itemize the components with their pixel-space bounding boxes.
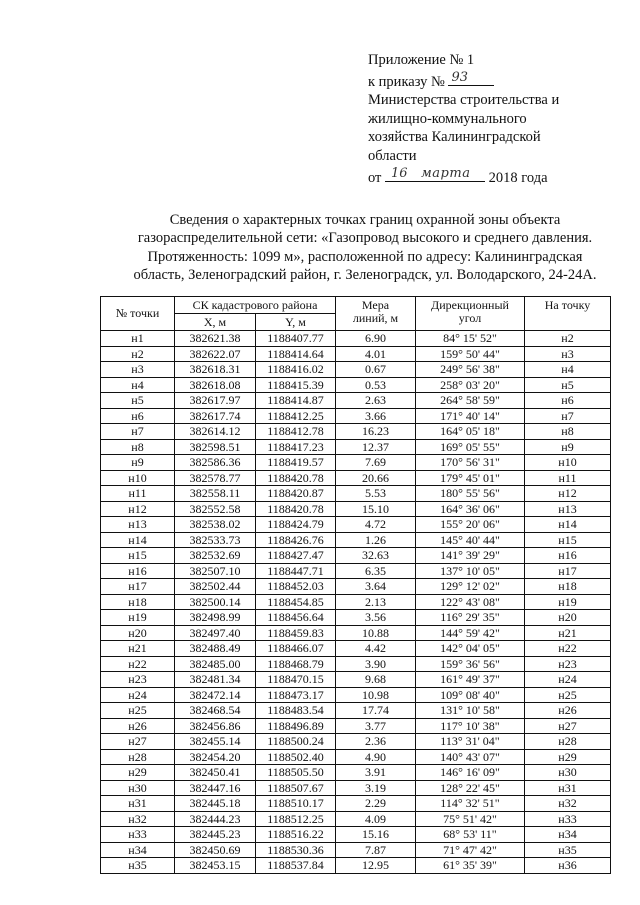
cell-y: 1188420.78 (256, 470, 336, 486)
cell-x: 382450.69 (175, 842, 256, 858)
cell-point: н11 (101, 486, 175, 502)
cell-point: н27 (101, 734, 175, 750)
cell-angle: 159° 36' 56" (416, 656, 525, 672)
table-row (101, 362, 611, 378)
cell-length: 16.23 (336, 424, 416, 440)
cell-x: 382497.40 (175, 625, 256, 641)
title-line-4: область, Зеленоградский район, г. Зеленоградск, ул. Володарского, 24-24А. (133, 266, 597, 283)
cell-y: 1188456.64 (256, 610, 336, 626)
cell-point: н14 (101, 532, 175, 548)
header-y (256, 314, 336, 331)
cell-angle: 170° 56' 31" (416, 455, 525, 471)
header-cs-label: СК кадастрового района (192, 297, 318, 312)
cell-to-point: н21 (525, 625, 611, 641)
table-row (101, 517, 611, 533)
title-line-2: газораспределительной сети: «Газопровод высокого и среднего давления. (137, 230, 593, 247)
cell-y: 1188414.64 (256, 346, 336, 362)
cell-to-point: н20 (525, 610, 611, 626)
cell-angle: 71° 47' 42" (416, 842, 525, 858)
cell-angle: 155° 20' 06" (416, 517, 525, 533)
cell-y: 1188466.07 (256, 641, 336, 657)
cell-length: 4.72 (336, 517, 416, 533)
cell-to-point: н30 (525, 765, 611, 781)
cell-to-point: н2 (525, 331, 611, 347)
cell-y: 1188473.17 (256, 687, 336, 703)
cell-y: 1188512.25 (256, 811, 336, 827)
cell-length: 15.16 (336, 827, 416, 843)
cell-to-point: н18 (525, 579, 611, 595)
header-point-label: № точки (115, 306, 160, 320)
table-row (101, 765, 611, 781)
cell-angle: 137° 10' 05" (416, 563, 525, 579)
cell-length: 7.87 (336, 842, 416, 858)
table-row (101, 656, 611, 672)
cell-angle: 128° 22' 45" (416, 780, 525, 796)
cell-to-point: н33 (525, 811, 611, 827)
date-suffix: 2018 года (488, 169, 548, 186)
table-row (101, 842, 611, 858)
cell-point: н25 (101, 703, 175, 719)
cell-angle: 116° 29' 35" (416, 610, 525, 626)
cell-x: 382498.99 (175, 610, 256, 626)
cell-x: 382538.02 (175, 517, 256, 533)
cell-x: 382621.38 (175, 331, 256, 347)
header-angle (416, 297, 525, 331)
cell-to-point: н31 (525, 780, 611, 796)
cell-point: н18 (101, 594, 175, 610)
cell-y: 1188496.89 (256, 718, 336, 734)
cell-point: н24 (101, 687, 175, 703)
cell-angle: 179° 45' 01" (416, 470, 525, 486)
cell-y: 1188447.71 (256, 563, 336, 579)
table-row (101, 594, 611, 610)
table-row (101, 377, 611, 393)
table-row (101, 734, 611, 750)
cell-y: 1188507.67 (256, 780, 336, 796)
cell-angle: 68° 53' 11" (416, 827, 525, 843)
cell-length: 4.90 (336, 749, 416, 765)
cell-x: 382456.86 (175, 718, 256, 734)
appendix-block (368, 51, 630, 187)
table-row (101, 532, 611, 548)
cell-y: 1188505.50 (256, 765, 336, 781)
cell-angle: 144° 59' 42" (416, 625, 525, 641)
cell-to-point: н36 (525, 858, 611, 874)
cell-y: 1188414.87 (256, 393, 336, 409)
order-number: 93 (451, 69, 469, 85)
cell-point: н32 (101, 811, 175, 827)
cell-angle: 61° 35' 39" (416, 858, 525, 874)
order-line (368, 70, 630, 92)
cell-x: 382455.14 (175, 734, 256, 750)
cell-angle: 122° 43' 08" (416, 594, 525, 610)
table-row (101, 703, 611, 719)
cell-y: 1188412.25 (256, 408, 336, 424)
cell-angle: 129° 12' 02" (416, 579, 525, 595)
cell-angle: 109° 08' 40" (416, 687, 525, 703)
cell-to-point: н27 (525, 718, 611, 734)
cell-point: н19 (101, 610, 175, 626)
header-length (336, 297, 416, 331)
cell-length: 32.63 (336, 548, 416, 564)
cell-angle: 84° 15' 52" (416, 331, 525, 347)
cell-y: 1188424.79 (256, 517, 336, 533)
cell-to-point: н32 (525, 796, 611, 812)
ministry-line-1: Министерства строительства и (368, 92, 560, 109)
cell-to-point: н26 (525, 703, 611, 719)
cell-x: 382532.69 (175, 548, 256, 564)
cell-to-point: н11 (525, 470, 611, 486)
cell-x: 382472.14 (175, 687, 256, 703)
table-row (101, 563, 611, 579)
cell-length: 10.88 (336, 625, 416, 641)
cell-point: н6 (101, 408, 175, 424)
cell-point: н4 (101, 377, 175, 393)
cell-x: 382453.15 (175, 858, 256, 874)
cell-point: н26 (101, 718, 175, 734)
table-row (101, 641, 611, 657)
cell-point: н21 (101, 641, 175, 657)
document-title (100, 211, 630, 284)
header-length-label: Мера линий, м (352, 298, 399, 325)
cell-angle: 140° 43' 07" (416, 749, 525, 765)
cell-y: 1188415.39 (256, 377, 336, 393)
cell-length: 3.56 (336, 610, 416, 626)
date-prefix: от (368, 169, 382, 186)
table-row (101, 796, 611, 812)
cell-to-point: н5 (525, 377, 611, 393)
table-row (101, 408, 611, 424)
cell-x: 382468.54 (175, 703, 256, 719)
order-prefix: к приказу № (368, 73, 445, 90)
cell-length: 12.95 (336, 858, 416, 874)
cell-length: 2.63 (336, 393, 416, 409)
cell-angle: 249° 56' 38" (416, 362, 525, 378)
cell-length: 1.26 (336, 532, 416, 548)
cell-length: 5.53 (336, 486, 416, 502)
cell-point: н34 (101, 842, 175, 858)
cell-x: 382485.00 (175, 656, 256, 672)
cell-angle: 142° 04' 05" (416, 641, 525, 657)
cell-point: н29 (101, 765, 175, 781)
cell-length: 3.91 (336, 765, 416, 781)
cell-length: 4.09 (336, 811, 416, 827)
cell-x: 382614.12 (175, 424, 256, 440)
cell-length: 20.66 (336, 470, 416, 486)
cell-x: 382617.97 (175, 393, 256, 409)
cell-to-point: н25 (525, 687, 611, 703)
table-row (101, 331, 611, 347)
cell-y: 1188420.87 (256, 486, 336, 502)
cell-to-point: н4 (525, 362, 611, 378)
cell-point: н2 (101, 346, 175, 362)
table-row (101, 393, 611, 409)
date-month: марта (421, 165, 471, 181)
cell-length: 2.29 (336, 796, 416, 812)
header-row-1 (101, 297, 611, 314)
cell-x: 382445.18 (175, 796, 256, 812)
header-angle-label: Дирекционный угол (431, 298, 509, 325)
cell-x: 382502.44 (175, 579, 256, 595)
cell-x: 382507.10 (175, 563, 256, 579)
cell-x: 382454.20 (175, 749, 256, 765)
cell-length: 3.19 (336, 780, 416, 796)
cell-length: 0.53 (336, 377, 416, 393)
cell-length: 6.35 (336, 563, 416, 579)
cell-point: н10 (101, 470, 175, 486)
cell-length: 7.69 (336, 455, 416, 471)
cell-y: 1188419.57 (256, 455, 336, 471)
cell-y: 1188412.78 (256, 424, 336, 440)
cell-to-point: н6 (525, 393, 611, 409)
cell-x: 382617.74 (175, 408, 256, 424)
cell-point: н8 (101, 439, 175, 455)
table-row (101, 439, 611, 455)
cell-point: н22 (101, 656, 175, 672)
cell-point: н31 (101, 796, 175, 812)
cell-angle: 264° 58' 59" (416, 393, 525, 409)
cell-to-point: н35 (525, 842, 611, 858)
cell-x: 382447.16 (175, 780, 256, 796)
table-row (101, 625, 611, 641)
cell-length: 2.36 (336, 734, 416, 750)
cell-x: 382622.07 (175, 346, 256, 362)
cell-point: н23 (101, 672, 175, 688)
cell-length: 9.68 (336, 672, 416, 688)
cell-y: 1188420.78 (256, 501, 336, 517)
cell-angle: 164° 05' 18" (416, 424, 525, 440)
cell-y: 1188427.47 (256, 548, 336, 564)
title-line-3: Протяженность: 1099 м», расположенной по адресу: Калининградская (147, 248, 583, 265)
ministry-line-3: хозяйства Калининградской (368, 129, 541, 146)
cell-point: н1 (101, 331, 175, 347)
cell-angle: 258° 03' 20" (416, 377, 525, 393)
boundary-points-table (100, 296, 611, 874)
cell-angle: 171° 40' 14" (416, 408, 525, 424)
cell-length: 3.66 (336, 408, 416, 424)
cell-to-point: н28 (525, 734, 611, 750)
cell-to-point: н16 (525, 548, 611, 564)
cell-angle: 164° 36' 06" (416, 501, 525, 517)
cell-x: 382618.08 (175, 377, 256, 393)
table-body (101, 331, 611, 874)
header-x (175, 314, 256, 331)
table-row (101, 858, 611, 874)
cell-length: 17.74 (336, 703, 416, 719)
cell-point: н35 (101, 858, 175, 874)
table-row (101, 424, 611, 440)
cell-y: 1188470.15 (256, 672, 336, 688)
cell-angle: 145° 40' 44" (416, 532, 525, 548)
cell-length: 4.42 (336, 641, 416, 657)
cell-y: 1188502.40 (256, 749, 336, 765)
cell-y: 1188416.02 (256, 362, 336, 378)
cell-to-point: н3 (525, 346, 611, 362)
table-row (101, 687, 611, 703)
appendix-title: Приложение № 1 (368, 52, 475, 68)
table-row (101, 455, 611, 471)
cell-x: 382481.34 (175, 672, 256, 688)
cell-to-point: н13 (525, 501, 611, 517)
cell-angle: 113° 31' 04" (416, 734, 525, 750)
cell-x: 382445.23 (175, 827, 256, 843)
cell-length: 4.01 (336, 346, 416, 362)
cell-point: н17 (101, 579, 175, 595)
table-header (101, 297, 611, 331)
table-row (101, 486, 611, 502)
cell-length: 10.98 (336, 687, 416, 703)
cell-to-point: н10 (525, 455, 611, 471)
cell-point: н15 (101, 548, 175, 564)
cell-angle: 131° 10' 58" (416, 703, 525, 719)
cell-x: 382598.51 (175, 439, 256, 455)
cell-x: 382558.11 (175, 486, 256, 502)
cell-to-point: н34 (525, 827, 611, 843)
header-x-label: X, м (203, 314, 227, 329)
cell-x: 382488.49 (175, 641, 256, 657)
table-row (101, 780, 611, 796)
cell-x: 382533.73 (175, 532, 256, 548)
cell-angle: 180° 55' 56" (416, 486, 525, 502)
cell-y: 1188483.54 (256, 703, 336, 719)
cell-to-point: н29 (525, 749, 611, 765)
table-row (101, 346, 611, 362)
cell-length: 2.13 (336, 594, 416, 610)
cell-y: 1188537.84 (256, 858, 336, 874)
header-coordinate-system (175, 297, 336, 314)
cell-angle: 161° 49' 37" (416, 672, 525, 688)
table-row (101, 501, 611, 517)
ministry-line-4: области (368, 147, 417, 164)
table-row (101, 610, 611, 626)
cell-y: 1188426.76 (256, 532, 336, 548)
cell-length: 12.37 (336, 439, 416, 455)
cell-to-point: н14 (525, 517, 611, 533)
order-number-field (448, 70, 494, 86)
header-to-point-label: На точку (544, 298, 591, 312)
table-row (101, 827, 611, 843)
cell-y: 1188500.24 (256, 734, 336, 750)
cell-to-point: н17 (525, 563, 611, 579)
cell-angle: 75° 51' 42" (416, 811, 525, 827)
cell-to-point: н9 (525, 439, 611, 455)
cell-x: 382500.14 (175, 594, 256, 610)
cell-angle: 169° 05' 55" (416, 439, 525, 455)
cell-point: н20 (101, 625, 175, 641)
cell-length: 15.10 (336, 501, 416, 517)
cell-to-point: н19 (525, 594, 611, 610)
date-field (385, 166, 485, 182)
table-row (101, 811, 611, 827)
table-row (101, 548, 611, 564)
cell-x: 382552.58 (175, 501, 256, 517)
cell-point: н3 (101, 362, 175, 378)
cell-to-point: н12 (525, 486, 611, 502)
header-y-label: Y, м (285, 314, 306, 329)
cell-angle: 146° 16' 09" (416, 765, 525, 781)
cell-y: 1188454.85 (256, 594, 336, 610)
table-row (101, 579, 611, 595)
date-day: 16 (391, 165, 408, 181)
cell-y: 1188417.23 (256, 439, 336, 455)
cell-y: 1188452.03 (256, 579, 336, 595)
cell-angle: 159° 50' 44" (416, 346, 525, 362)
cell-angle: 114° 32' 51" (416, 796, 525, 812)
header-to-point (525, 297, 611, 331)
cell-x: 382444.23 (175, 811, 256, 827)
cell-to-point: н23 (525, 656, 611, 672)
cell-to-point: н22 (525, 641, 611, 657)
cell-point: н28 (101, 749, 175, 765)
cell-point: н30 (101, 780, 175, 796)
cell-length: 6.90 (336, 331, 416, 347)
cell-y: 1188530.36 (256, 842, 336, 858)
date-line (368, 166, 630, 188)
table-row (101, 718, 611, 734)
cell-to-point: н15 (525, 532, 611, 548)
ministry-line-2: жилищно-коммунального (368, 110, 527, 127)
cell-x: 382618.31 (175, 362, 256, 378)
cell-point: н13 (101, 517, 175, 533)
cell-length: 3.64 (336, 579, 416, 595)
cell-point: н16 (101, 563, 175, 579)
cell-to-point: н24 (525, 672, 611, 688)
cell-to-point: н7 (525, 408, 611, 424)
cell-length: 3.90 (336, 656, 416, 672)
cell-point: н7 (101, 424, 175, 440)
cell-point: н12 (101, 501, 175, 517)
cell-length: 3.77 (336, 718, 416, 734)
cell-y: 1188459.83 (256, 625, 336, 641)
cell-y: 1188516.22 (256, 827, 336, 843)
cell-point: н33 (101, 827, 175, 843)
cell-y: 1188510.17 (256, 796, 336, 812)
cell-angle: 117° 10' 38" (416, 718, 525, 734)
cell-y: 1188468.79 (256, 656, 336, 672)
cell-x: 382450.41 (175, 765, 256, 781)
cell-length: 0.67 (336, 362, 416, 378)
cell-to-point: н8 (525, 424, 611, 440)
title-line-1: Сведения о характерных точках границ охранной зоны объекта (169, 212, 561, 228)
cell-point: н5 (101, 393, 175, 409)
table-row (101, 672, 611, 688)
cell-angle: 141° 39' 29" (416, 548, 525, 564)
cell-y: 1188407.77 (256, 331, 336, 347)
header-point (101, 297, 175, 331)
cell-point: н9 (101, 455, 175, 471)
cell-x: 382578.77 (175, 470, 256, 486)
table-row (101, 749, 611, 765)
cell-x: 382586.36 (175, 455, 256, 471)
table-row (101, 470, 611, 486)
